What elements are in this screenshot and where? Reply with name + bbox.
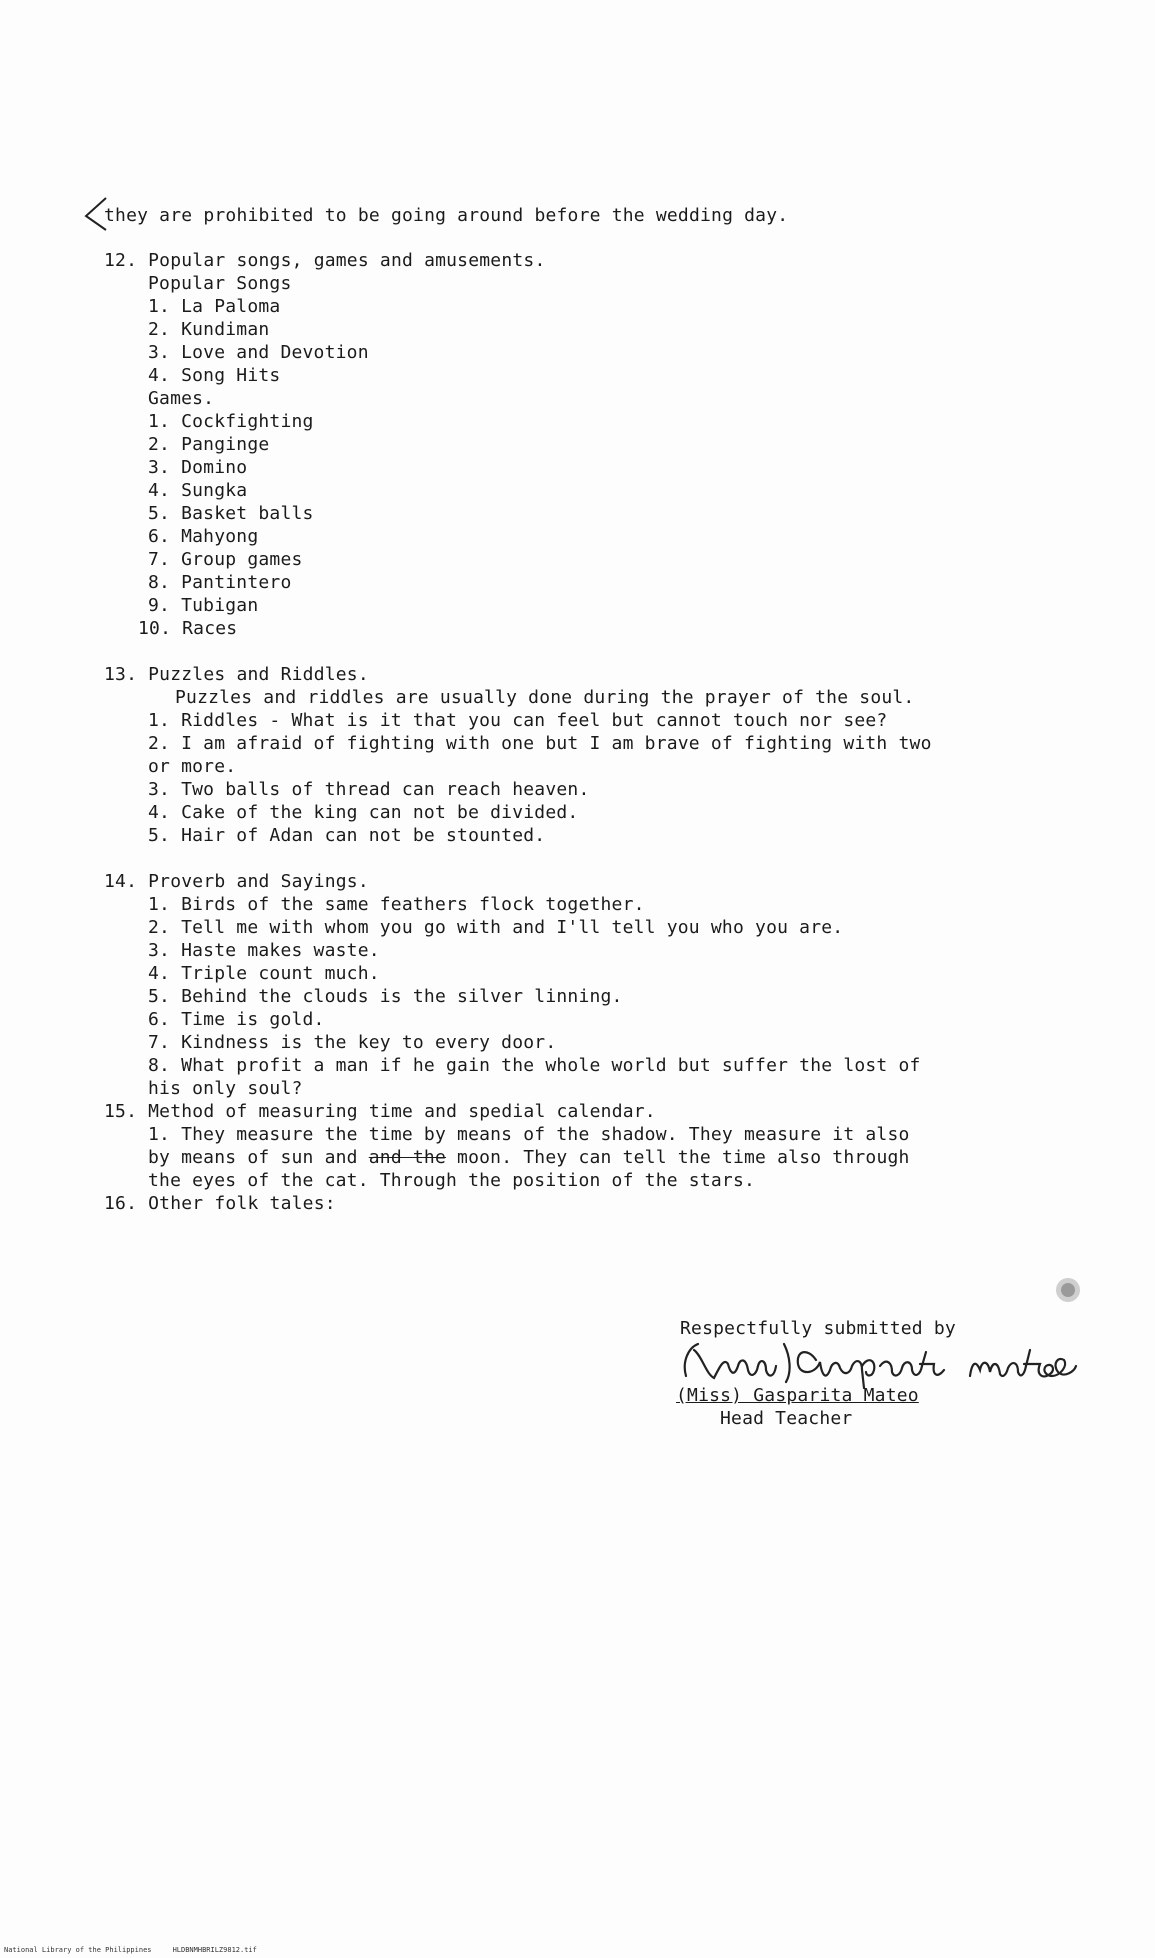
proverb-item: 8. What profit a man if he gain the whole world but suffer the lost of (148, 1055, 921, 1076)
proverb-item: 2. Tell me with whom you go with and I'll tell you who you are. (148, 917, 844, 938)
riddle-item: 4. Cake of the king can not be divided. (148, 802, 579, 823)
signature-scribble (680, 1336, 1080, 1390)
section-13-intro: Puzzles and riddles are usually done during the prayer of the soul. (175, 687, 915, 708)
signature-closing: Respectfully submitted by (680, 1318, 956, 1339)
section-15-line-3: the eyes of the cat. Through the position of the stars. (148, 1170, 756, 1191)
game-item: 5. Basket balls (148, 503, 314, 524)
section-15-line-2 (148, 1147, 910, 1169)
section-15-line-2-a: by means of sun and (148, 1147, 369, 1168)
riddle-item: 3. Two balls of thread can reach heaven. (148, 779, 590, 800)
game-item: 7. Group games (148, 549, 303, 570)
game-item: 8. Pantintero (148, 572, 292, 593)
proverb-item: his only soul? (148, 1078, 303, 1099)
proverb-item: 7. Kindness is the key to every door. (148, 1032, 557, 1053)
proverb-item: 6. Time is gold. (148, 1009, 325, 1030)
signature-printed-name: (Miss) Gasparita Mateo (676, 1385, 919, 1406)
ink-blot-mark (1048, 1270, 1088, 1310)
riddle-item: 1. Riddles - What is it that you can feel but cannot touch nor see? (148, 710, 888, 731)
proverb-item: 5. Behind the clouds is the silver linning. (148, 986, 623, 1007)
riddle-item: 5. Hair of Adan can not be stounted. (148, 825, 546, 846)
game-item: 10. Races (138, 618, 238, 639)
song-item: 1. La Paloma (148, 296, 281, 317)
section-14-heading: 14. Proverb and Sayings. (104, 871, 369, 892)
riddle-item: 2. I am afraid of fighting with one but I am brave of fighting with two (148, 733, 932, 754)
game-item: 6. Mahyong (148, 526, 259, 547)
section-13-heading: 13. Puzzles and Riddles. (104, 664, 369, 685)
song-item: 4. Song Hits (148, 365, 281, 386)
game-item: 9. Tubigan (148, 595, 259, 616)
section-12-heading: 12. Popular songs, games and amusements. (104, 250, 546, 271)
signature-title: Head Teacher (720, 1408, 853, 1429)
game-item: 3. Domino (148, 457, 248, 478)
games-title: Games. (148, 388, 215, 409)
section-15-heading: 15. Method of measuring time and spedial calendar. (104, 1101, 656, 1122)
footer-source: National Library of the Philippines HLDBNMHBRILZ9812.tif (4, 1946, 257, 1954)
game-item: 1. Cockfighting (148, 411, 314, 432)
struck-text: and the (368, 1147, 447, 1168)
game-item: 4. Sungka (148, 480, 248, 501)
intro-line: they are prohibited to be going around before the wedding day. (104, 205, 789, 226)
proverb-item: 1. Birds of the same feathers flock together. (148, 894, 645, 915)
songs-title: Popular Songs (148, 273, 292, 294)
song-item: 2. Kundiman (148, 319, 270, 340)
riddle-item: or more. (148, 756, 237, 777)
song-item: 3. Love and Devotion (148, 342, 369, 363)
section-15-line-1: 1. They measure the time by means of the shadow. They measure it also (148, 1124, 910, 1145)
proverb-item: 3. Haste makes waste. (148, 940, 380, 961)
section-15-line-2-b: moon. They can tell the time also through (446, 1147, 910, 1168)
proverb-item: 4. Triple count much. (148, 963, 380, 984)
section-16-heading: 16. Other folk tales: (104, 1193, 336, 1214)
game-item: 2. Panginge (148, 434, 270, 455)
